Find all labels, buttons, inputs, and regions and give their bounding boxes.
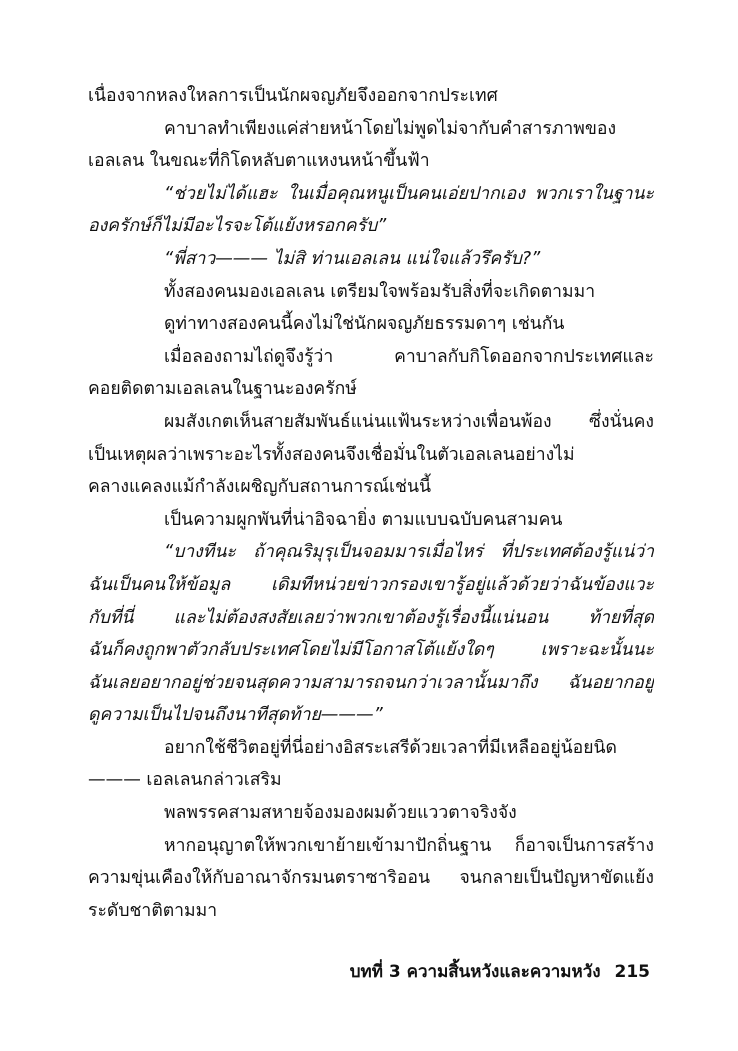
text-line: ระดับชาติตามมา: [88, 900, 218, 921]
text-line: ผมสังเกตเห็นสายสัมพันธ์แน่นแฟ้นระหว่างเพื่อนพ้อง ซึ่งนั่นคง: [164, 411, 654, 432]
dialogue-line: ฉันเลยอยากอยู่ช่วยจนสุดความสามารถจนกว่าเวลานั้นมาถึง ฉันอยากอยู่: [88, 672, 654, 693]
text-line: ดูท่าทางสองคนนี้คงไม่ใช่นักผจญภัยธรรมดาๆ เช่นกัน: [164, 314, 565, 335]
text-line: อยากใช้ชีวิตอยู่ที่นี่อย่างอิสระเสรีด้วยเวลาที่มีเหลืออยู่น้อยนิด: [164, 737, 617, 758]
text-line: ความขุ่นเคืองให้กับอาณาจักรมนตราซาริออน จนกลายเป็นปัญหาขัดแย้ง: [88, 868, 654, 889]
text-line: หากอนุญาตให้พวกเขาย้ายเข้ามาปักถิ่นฐาน ก็อาจเป็นการสร้าง: [164, 835, 654, 856]
text-line: เมื่อลองถามไถ่ดูจึงรู้ว่า คาบาลกับกิโดออกจากประเทศและ: [164, 346, 654, 367]
dialogue-line: ฉันเป็นคนให้ข้อมูล เดิมทีหน่วยข่าวกรองเขารู้อยู่แล้วด้วยว่าฉันข้องแวะ: [88, 574, 654, 595]
text-line: ——— เอลเลนกล่าวเสริม: [88, 770, 282, 791]
text-line: เป็นความผูกพันที่น่าอิจฉายิ่ง ตามแบบฉบับคนสามคน: [164, 509, 563, 530]
text-line: เอลเลน ในขณะที่กิโดหลับตาแหงนหน้าขึ้นฟ้า: [88, 151, 430, 172]
text-line: คาบาลทำเพียงแค่ส่ายหน้าโดยไม่พูดไม่จากับคำสารภาพของ: [164, 118, 617, 139]
dialogue-line: “ช่วยไม่ได้แฮะ ในเมื่อคุณหนูเป็นคนเอ่ยปากเอง พวกเราในฐานะ: [164, 183, 654, 204]
page-number: 215: [614, 962, 650, 982]
text-line: คลางแคลงแม้กำลังเผชิญกับสถานการณ์เช่นนี้: [88, 477, 432, 498]
dialogue-line: กับที่นี่ และไม่ต้องสงสัยเลยว่าพวกเขาต้องรู้เรื่องนี้แน่นอน ท้ายที่สุด: [88, 607, 654, 628]
text-line: พลพรรคสามสหายจ้องมองผมด้วยแววตาจริงจัง: [164, 803, 517, 824]
dialogue-line: ฉันก็คงถูกพาตัวกลับประเทศโดยไม่มีโอกาสโต้แย้งใดๆ เพราะฉะนั้นนะ: [88, 640, 654, 661]
text-line: ทั้งสองคนมองเอลเลน เตรียมใจพร้อมรับสิ่งที่จะเกิดตามมา: [164, 281, 596, 302]
text-line: เป็นเหตุผลว่าเพราะอะไรทั้งสองคนจึงเชื่อมั่นในตัวเอลเลนอย่างไม่: [88, 444, 575, 465]
chapter-title: บทที่ 3 ความสิ้นหวังและความหวัง: [349, 962, 601, 982]
body-text: [88, 80, 654, 927]
dialogue-line: “บางทีนะ ถ้าคุณริมุรุเป็นจอมมารเมื่อไหร่ ที่ประเทศต้องรู้แน่ว่า: [164, 542, 654, 563]
dialogue-line: “พี่สาว——— ไม่สิ ท่านเอลเลน แน่ใจแล้วรึครับ?”: [164, 248, 541, 269]
text-line: เนื่องจากหลงใหลการเป็นนักผจญภัยจึงออกจากประเทศ: [88, 86, 498, 106]
dialogue-line: องครักษ์ก็ไม่มีอะไรจะโต้แย้งหรอกครับ”: [88, 216, 387, 237]
dialogue-line: ดูความเป็นไปจนถึงนาทีสุดท้าย———”: [88, 705, 383, 726]
page-footer: [342, 958, 650, 985]
text-line: คอยติดตามเอลเลนในฐานะองครักษ์: [88, 379, 357, 400]
